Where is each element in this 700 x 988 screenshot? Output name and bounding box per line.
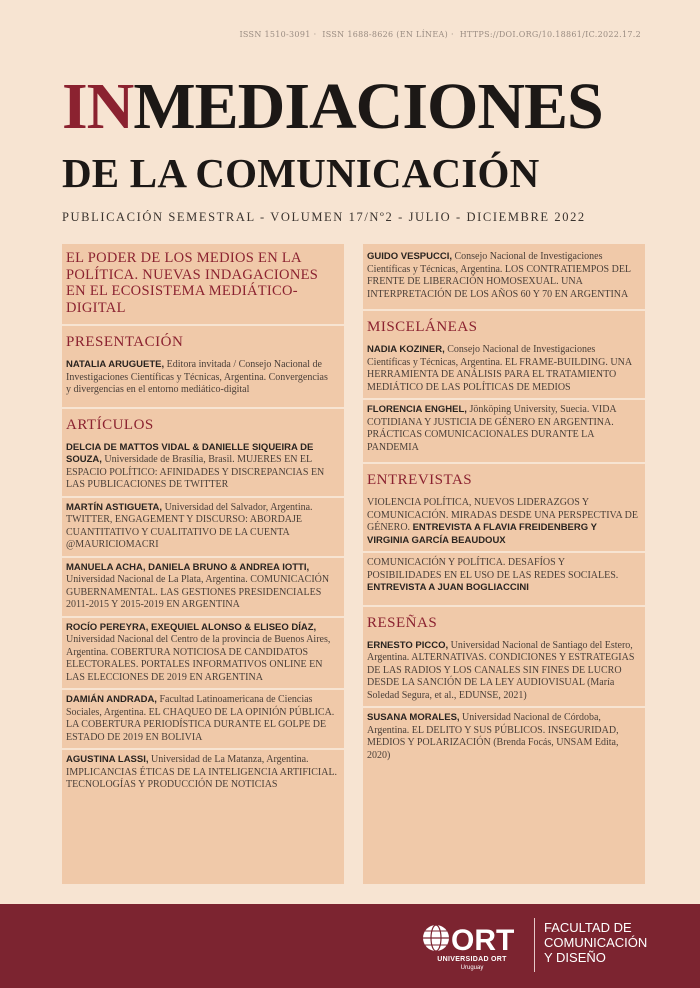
entry-author: ERNESTO PICCO, [367,639,449,651]
entry-author: ROCÍO PEREYRA, EXEQUIEL ALONSO & ELISEO DÍAZ, [66,621,317,633]
entry-text: Facultad Latinoamericana de Ciencias Sociales, Argentina. EL CHAQUEO DE LA OPINIÓN PÚBLICA. LA COBERTURA PERIODÍSTICA DURANTE EL GOLPE DE ESTADO DE 2019 EN BOLIVIA [66,694,335,743]
section-title-entrevistas: ENTREVISTAS [367,472,473,488]
list-item [62,498,344,556]
journal-title [62,72,603,142]
presentacion-section [62,326,344,407]
entry-author: FLORENCIA ENGHEL, [367,404,467,415]
logo-university: UNIVERSIDAD ORT [437,956,507,963]
issn-line: ISSN 1510-3091 · ISSN 1688-8626 (EN LÍNEA) · HTTPS://DOI.ORG/10.18861/IC.2022.17.2 [239,30,641,39]
faculty-line2: COMUNICACIÓN [544,935,648,950]
section-title-miscelaneas: MISCELÁNEAS [367,319,478,335]
entry-text: Consejo Nacional de Investigaciones Científicas y Técnicas, Argentina. LOS CONTRATIEMPOS DEL FRENTE DE LIBERACIÓN HOMOSEXUAL. UNA INTERPRETACIÓN DE LOS AÑOS 60 Y 70 EN ARGENTINA [367,251,631,300]
entry-text: Editora invitada / Consejo Nacional de Investigaciones Científicas y Técnicas, Argentina. Convergencias y divergencias en el entorno mediático-digital [66,359,328,395]
entry-text: VIOLENCIA POLÍTICA, NUEVOS LIDERAZGOS Y COMUNICACIÓN. MIRADAS DESDE UNA PERSPECTIVA DE GÉNERO. [367,497,638,533]
articulos-section [62,409,344,434]
feature-title: EL PODER DE LOS MEDIOS EN LA POLÍTICA. NUEVAS INDAGACIONES EN EL ECOSISTEMA MEDIÁTICO-DIGITAL [66,250,319,316]
publication-subtitle: PUBLICACIÓN SEMESTRAL - VOLUMEN 17/Nº2 - JULIO - DICIEMBRE 2022 [62,210,586,224]
entry-interviewee: ENTREVISTA A FLAVIA FREIDENBERG Y VIRGINIA GARCÍA BEAUDOUX [367,522,597,546]
section-title-articulos: ARTÍCULOS [66,416,154,433]
entry-text: COMUNICACIÓN Y POLÍTICA. DESAFÍOS Y POSIBILIDADES EN EL USO DE LAS REDES SOCIALES. [367,557,619,581]
doi: HTTPS://DOI.ORG/10.18861/IC.2022.17.2 [459,30,641,39]
entry-text: Universidad Nacional de La Plata, Argentina. COMUNICACIÓN GUBERNAMENTAL. LAS GESTIONES PRESIDENCIALES 2011-2015 Y 2015-2019 EN ARGENTINA [66,574,330,610]
list-item [62,618,344,689]
list-item [363,493,645,551]
entry-text: Consejo Nacional de Investigaciones Científicas y Técnicas, Argentina. EL FRAME-BUILDING. UNA HERRAMIENTA DE ANÁLISIS PARA EL TRATAMIENTO MEDIÁTICO DE LAS POLÍTICAS DE MEDIOS [367,344,632,393]
list-item [62,750,344,796]
entry-text: Jönköping University, Suecia. VIDA COTIDIANA Y JUSTICIA DE GÉNERO EN ARGENTINA. PRÁCTICAS COMUNICACIONALES DURANTE LA PANDEMIA [367,404,617,453]
entry-text: Universidad Nacional del Centro de la provincia de Buenos Aires, Argentina. COBERTURA NOTICIOSA DE CANDIDATOS ELECTORALES. PORTALES INFORMATIVOS ONLINE EN LAS ELECCIONES DE 2019 EN ARGENTINA [66,634,331,683]
list-item [363,708,645,766]
list-item [363,244,645,309]
footer-divider [534,918,535,972]
entry-text: Universidad del Salvador, Argentina. TWITTER, ENGAGEMENT Y DISCURSO: ABORDAJE CUANTITATIVO Y CUALITATIVO DE LA CUENTA @MAURICIOMACRI [66,501,313,550]
faculty-line3: Y DISEÑO [544,950,606,965]
list-item [62,690,344,748]
faculty-name [544,920,647,965]
list-item [363,636,645,707]
entry-author: MANUELA ACHA, DANIELA BRUNO & ANDREA IOTTI, [66,561,310,573]
left-column [62,244,344,884]
list-item [62,558,344,616]
resenas-section [363,607,645,632]
section-title-presentacion: PRESENTACIÓN [66,334,184,350]
entry-author: DELCIA DE MATTOS VIDAL & DANIELLE SIQUEIRA DE SOUZA, [66,441,314,465]
section-title-resenas: RESEÑAS [367,614,438,631]
entry-author: DAMIÁN ANDRADA, [66,694,157,705]
entry-text: Universidade de Brasília, Brasil. MUJERES EN EL ESPACIO POLÍTICO: AFINIDADES Y DISCREPANCIAS EN LAS PUBLICACIONES DE TWITTER [66,454,325,490]
logo-country: Uruguay [460,965,484,971]
title-highlight: IN [62,70,134,143]
list-item [363,553,645,605]
entry-text: Universidad Nacional de Santiago del Estero, Argentina. ALTERNATIVAS. CONDICIONES Y ESTRATEGIAS DE LAS RADIOS Y LOS CANALES SIN FINES DE LUCRO DESDE LA SANCIÓN DE LA LEY AUDIOVISUAL (María Soledad Segura, et al., EDUNSE, 2021) [367,639,635,701]
issn-online: ISSN 1688-8626 (EN LÍNEA) [322,30,448,39]
right-column [363,244,645,884]
list-item [62,438,344,496]
issn-print: ISSN 1510-3091 [239,30,311,39]
entry-author: NATALIA ARUGUETE, [66,359,165,370]
journal-title-line2: DE LA COMUNICACIÓN [62,150,540,196]
entry-author: MARTÍN ASTIGUETA, [66,501,163,513]
entry-text: Universidad Nacional de Córdoba, Argentina. EL DELITO Y SUS PÚBLICOS. INSEGURIDAD, MEDIOS Y POLARIZACIÓN (Brenda Focás, UNSAM Edita, 2020) [367,712,619,761]
list-item [363,400,645,462]
entry-author: AGUSTINA LASSI, [66,754,149,765]
entry-text: Universidad de La Matanza, Argentina. IMPLICANCIAS ÉTICAS DE LA INTELIGENCIA ARTIFICIAL. TECNOLOGÍAS Y PRODUCCIÓN DE NOTICIAS [66,754,338,790]
title-rest: MEDIACIONES [133,70,603,143]
entrevistas-section [363,464,645,489]
entry-author: SUSANA MORALES, [367,712,460,723]
miscelaneas-section [363,311,645,336]
entry-author: NADIA KOZINER, [367,344,445,355]
faculty-line1: FACULTAD DE [544,920,632,935]
entry-interviewee: ENTREVISTA A JUAN BOGLIACCINI [367,582,529,593]
list-item [66,355,338,401]
logo-wordmark: ORT [451,924,515,957]
entry-author: GUIDO VESPUCCI, [367,251,452,262]
list-item [363,340,645,398]
